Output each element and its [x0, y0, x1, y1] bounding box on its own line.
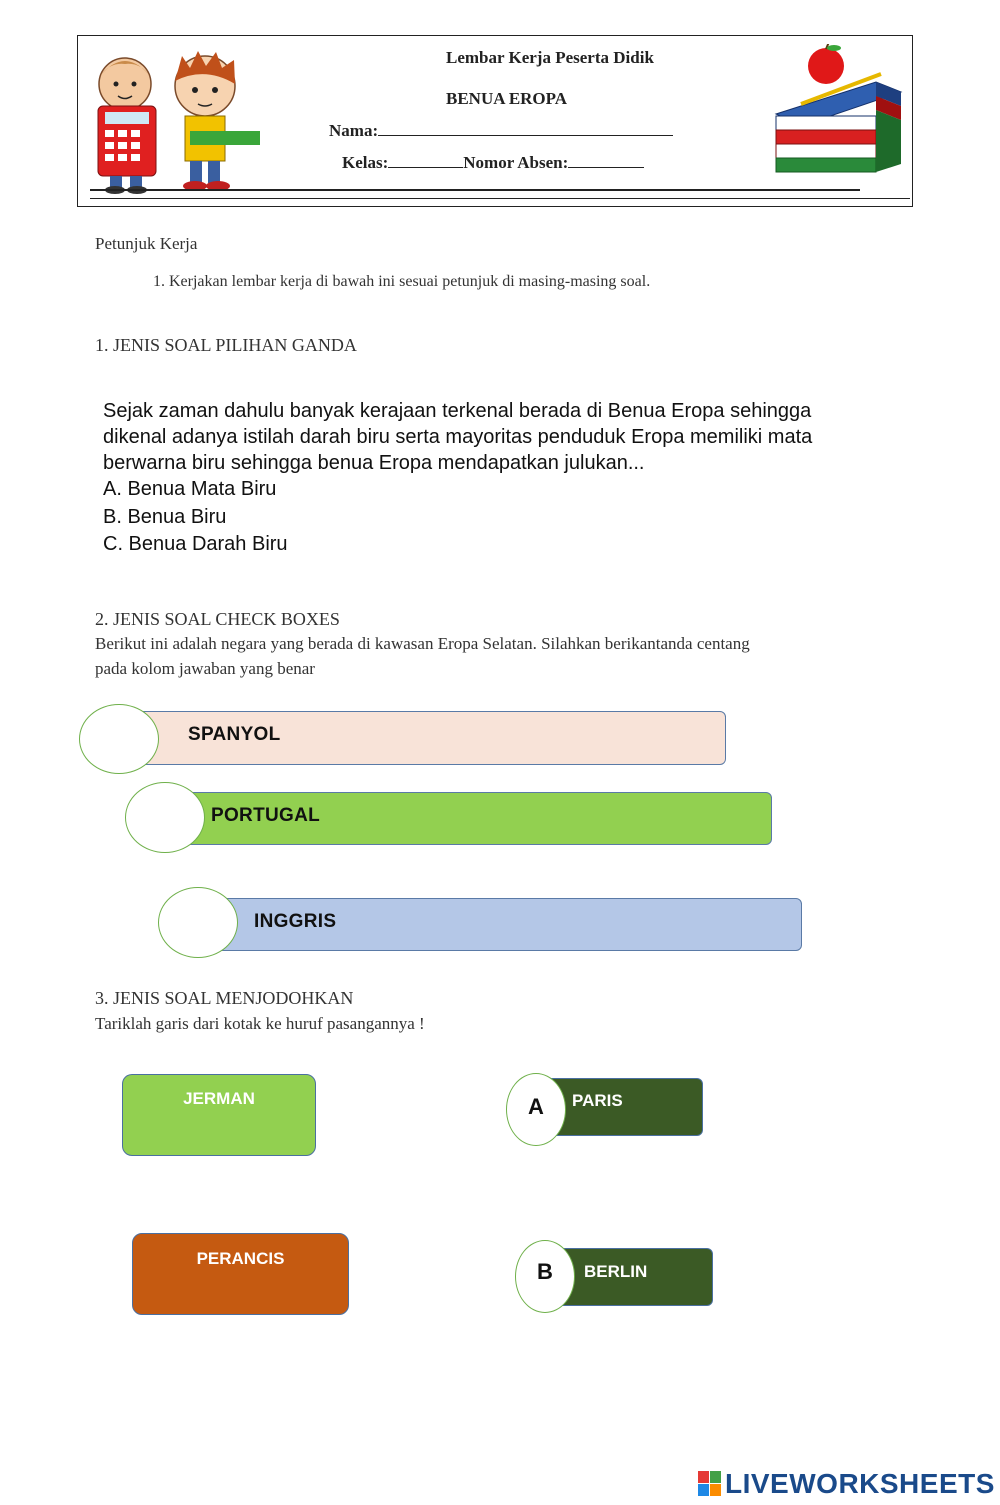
choice-label: PORTUGAL	[211, 805, 321, 826]
question-line: berwarna biru sehingga benua Eropa mendapatkan julukan...	[103, 452, 645, 474]
letter-circle-b[interactable]	[515, 1240, 575, 1313]
worksheet-subtitle: BENUA EROPA	[446, 89, 568, 108]
option-b[interactable]: B. Benua Biru	[103, 505, 227, 528]
instructions-item: 1. Kerjakan lembar kerja di bawah ini sesuai petunjuk di masing-masing soal.	[153, 273, 651, 290]
absen-field[interactable]	[568, 153, 644, 168]
section2-desc-line1: Berikut ini adalah negara yang berada di kawasan Eropa Selatan. Silahkan berikantanda centang	[95, 634, 750, 653]
class-label: Kelas:	[342, 153, 389, 172]
choice-label: SPANYOL	[188, 724, 281, 745]
option-c[interactable]: C. Benua Darah Biru	[103, 533, 288, 555]
liveworksheets-logo-mark	[698, 1471, 722, 1497]
question-text	[103, 398, 812, 476]
class-row	[342, 153, 644, 173]
kids-illustration	[90, 46, 260, 194]
letter-b: B	[537, 1259, 553, 1284]
answer-options	[103, 476, 288, 559]
section1-heading: 1. JENIS SOAL PILIHAN GANDA	[95, 335, 357, 355]
class-field[interactable]	[388, 153, 463, 168]
absen-label: Nomor Absen:	[463, 153, 569, 172]
section2-heading: 2. JENIS SOAL CHECK BOXES	[95, 609, 340, 629]
option-a[interactable]: A. Benua Mata Biru	[103, 478, 277, 500]
match-perancis[interactable]	[132, 1233, 349, 1315]
section3-desc: Tariklah garis dari kotak ke huruf pasangannya !	[95, 1014, 425, 1033]
liveworksheets-logo-text: LIVEWORKSHEETS	[725, 1468, 995, 1499]
logo-mark-icon	[698, 1471, 722, 1497]
name-row	[329, 121, 673, 141]
section2-desc-line2: pada kolom jawaban yang benar	[95, 659, 315, 678]
match-label: JERMAN	[183, 1089, 255, 1108]
match-jerman[interactable]	[122, 1074, 316, 1156]
name-label: Nama:	[329, 121, 379, 140]
section3-heading: 3. JENIS SOAL MENJODOHKAN	[95, 988, 354, 1008]
checkbox-spanyol[interactable]	[79, 704, 159, 774]
letter-a: A	[528, 1094, 544, 1119]
question-line: dikenal adanya istilah darah biru serta mayoritas penduduk Eropa memiliki mata	[103, 426, 813, 448]
worksheet-header	[77, 35, 913, 207]
match-label: BERLIN	[584, 1262, 648, 1281]
question-line: Sejak zaman dahulu banyak kerajaan terkenal berada di Benua Eropa sehingga	[103, 400, 812, 422]
name-field[interactable]	[378, 121, 673, 136]
worksheet-title: Lembar Kerja Peserta Didik	[446, 48, 654, 67]
checkbox-portugal[interactable]	[125, 782, 205, 853]
header-divider	[90, 189, 860, 191]
books-illustration	[771, 44, 907, 184]
match-label: PERANCIS	[196, 1249, 285, 1268]
letter-circle-a[interactable]	[506, 1073, 566, 1146]
checkbox-inggris[interactable]	[158, 887, 238, 958]
header-divider-2	[90, 198, 910, 199]
choice-label: INGGRIS	[254, 911, 337, 932]
instructions-heading: Petunjuk Kerja	[95, 234, 198, 253]
match-label: PARIS	[572, 1091, 623, 1110]
